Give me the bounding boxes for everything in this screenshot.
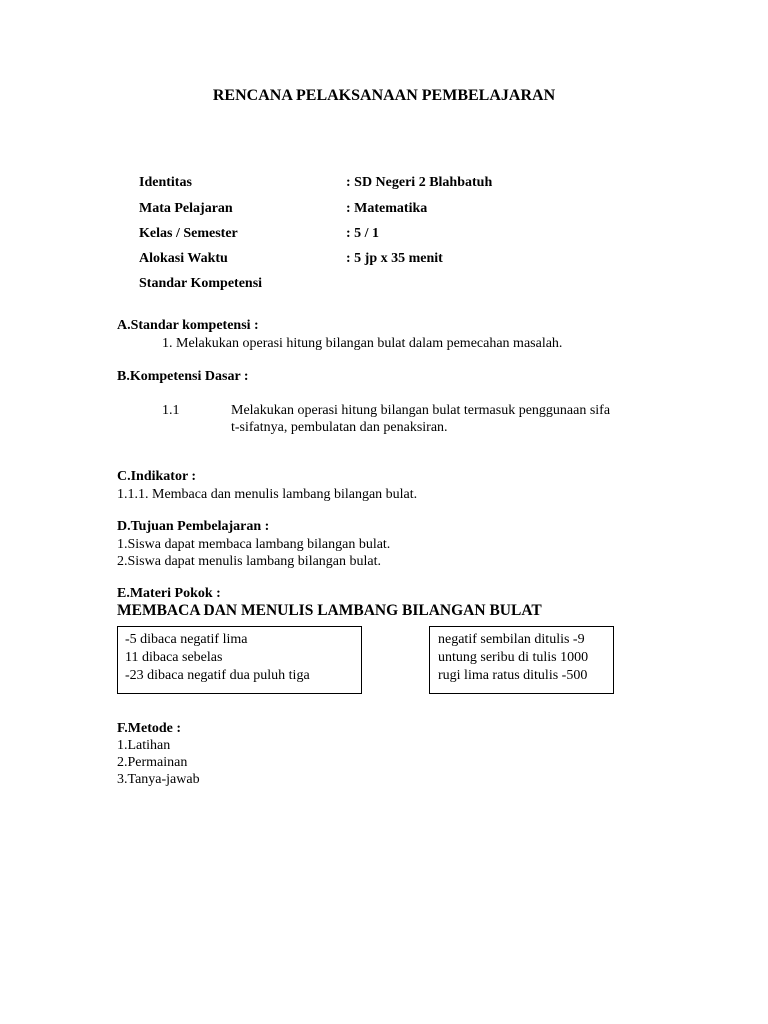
reading-examples-box bbox=[117, 626, 362, 694]
identity-value-kelas-semester: : 5 / 1 bbox=[346, 226, 380, 241]
writing-examples-box bbox=[429, 626, 614, 694]
identity-value-identitas: : SD Negeri 2 Blahbatuh bbox=[346, 175, 493, 190]
section-d-heading: D.Tujuan Pembelajaran : bbox=[117, 519, 270, 534]
section-b-heading: B.Kompetensi Dasar : bbox=[117, 369, 249, 384]
reading-example-3: -23 dibaca negatif dua puluh tiga bbox=[125, 668, 310, 683]
section-b-line-1: Melakukan operasi hitung bilangan bulat termasuk penggunaan sifa bbox=[231, 403, 611, 418]
identity-label-alokasi-waktu: Alokasi Waktu bbox=[139, 251, 228, 266]
writing-example-2: untung seribu di tulis 1000 bbox=[438, 650, 589, 665]
identity-label-mata-pelajaran: Mata Pelajaran bbox=[139, 201, 233, 216]
section-f-item-3: 3.Tanya-jawab bbox=[117, 772, 200, 787]
section-f-item-1: 1.Latihan bbox=[117, 738, 171, 753]
section-a-heading: A.Standar kompetensi : bbox=[117, 318, 259, 333]
section-c-item: 1.1.1. Membaca dan menulis lambang bilangan bulat. bbox=[117, 487, 418, 502]
identity-label-standar-kompetensi: Standar Kompetensi bbox=[139, 276, 263, 291]
section-c-heading: C.Indikator : bbox=[117, 469, 197, 484]
section-e-heading: E.Materi Pokok : bbox=[117, 586, 221, 601]
section-f-item-2: 2.Permainan bbox=[117, 755, 188, 770]
identity-value-mata-pelajaran: : Matematika bbox=[346, 201, 428, 216]
document-title: RENCANA PELAKSANAAN PEMBELAJARAN bbox=[212, 87, 556, 104]
reading-example-2: 11 dibaca sebelas bbox=[125, 650, 223, 665]
writing-example-3: rugi lima ratus ditulis -500 bbox=[438, 668, 588, 683]
section-e-subheading: MEMBACA DAN MENULIS LAMBANG BILANGAN BULAT bbox=[117, 602, 542, 619]
section-a-item: 1. Melakukan operasi hitung bilangan bulat dalam pemecahan masalah. bbox=[162, 336, 563, 351]
section-d-item-1: 1.Siswa dapat membaca lambang bilangan bulat. bbox=[117, 537, 391, 552]
identity-label-identitas: Identitas bbox=[139, 175, 192, 190]
section-f-heading: F.Metode : bbox=[117, 721, 182, 736]
reading-example-1: -5 dibaca negatif lima bbox=[125, 632, 248, 647]
identity-label-kelas-semester: Kelas / Semester bbox=[139, 226, 238, 241]
section-d-item-2: 2.Siswa dapat menulis lambang bilangan bulat. bbox=[117, 554, 382, 569]
writing-example-1: negatif sembilan ditulis -9 bbox=[438, 632, 585, 647]
section-b-line-2: t-sifatnya, pembulatan dan penaksiran. bbox=[231, 420, 448, 435]
section-b-number: 1.1 bbox=[162, 403, 180, 418]
identity-value-alokasi-waktu: : 5 jp x 35 menit bbox=[346, 251, 443, 266]
